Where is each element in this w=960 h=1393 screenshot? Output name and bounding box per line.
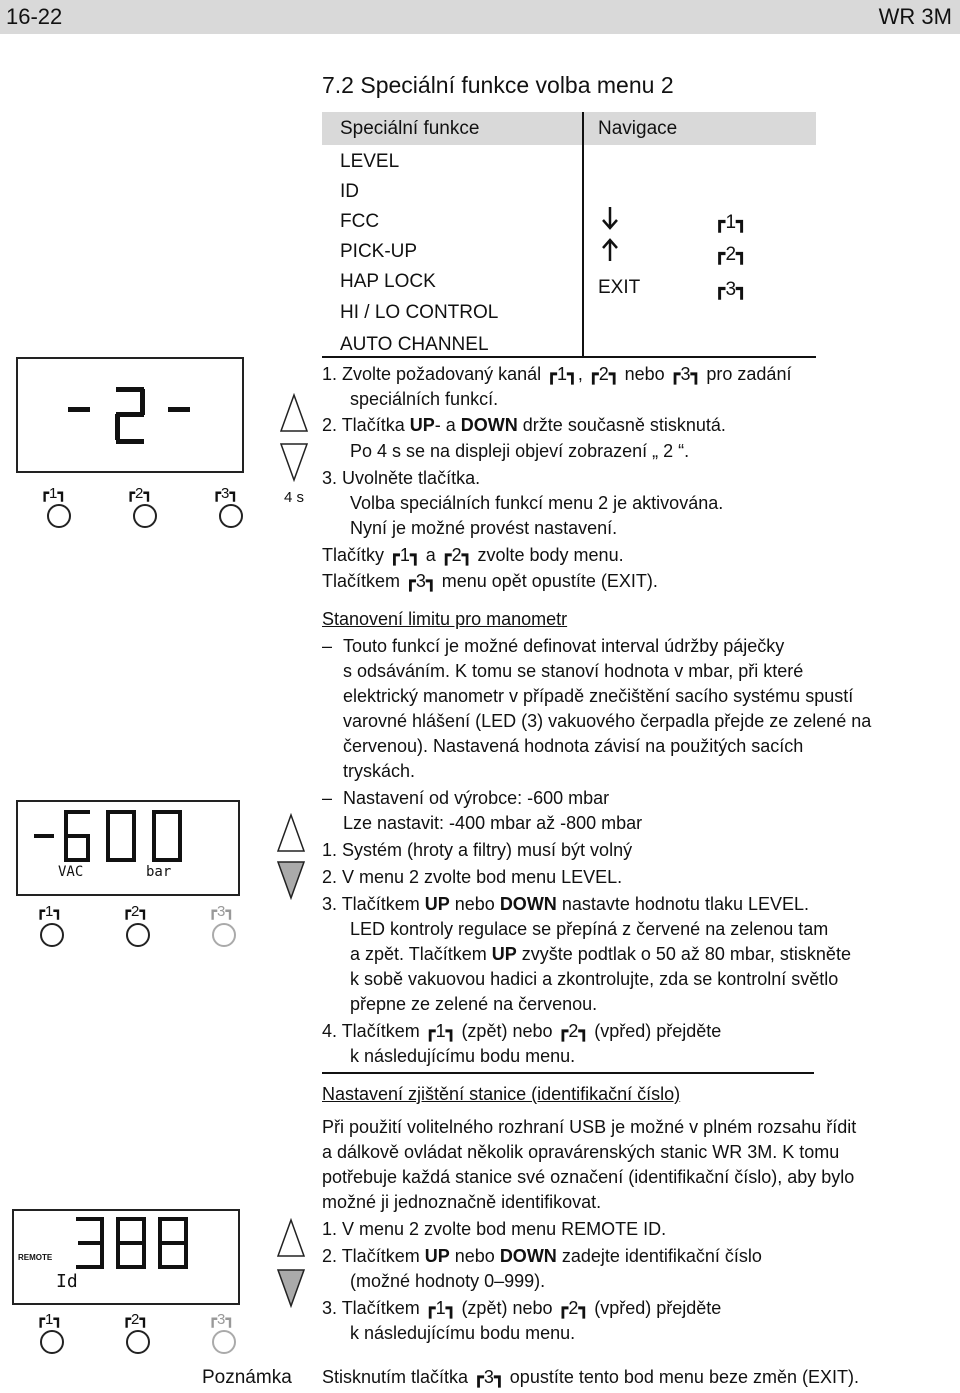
station-title: Nastavení zjištění stanice (identifikační číslo) xyxy=(322,1084,681,1104)
step-2: 2. Tlačítka UP- a DOWN držte současně stisknutá. xyxy=(322,415,726,435)
button-2[interactable] xyxy=(126,923,150,947)
display3-button-label-3: ┏ 3 ┓ xyxy=(208,1310,234,1328)
station-n3: 3. Tlačítkem ┏ 1 ┓ (zpět) nebo ┏ 2 ┓ (vpřed) přejděte xyxy=(322,1298,721,1319)
manometr-p1-line5: červenou). Nastavená hodnota závisí na použitých sacích xyxy=(343,736,804,756)
dash-2: – xyxy=(322,788,333,808)
button-2[interactable] xyxy=(126,1330,150,1354)
display1-button-label-3: ┏ 3 ┓ xyxy=(212,484,238,502)
table-divider xyxy=(582,112,584,358)
display1-button-label-1: ┏ 1 ┓ xyxy=(40,484,66,502)
display2-button-label-2: ┏ 2 ┓ xyxy=(122,902,148,920)
menu-item-hap-lock: HAP LOCK xyxy=(340,271,436,292)
step-3-cont-2: Nyní je možné provést nastavení. xyxy=(350,518,618,538)
manometr-factory: Nastavení od výrobce: -600 mbar xyxy=(343,788,610,808)
manometr-p1-line1: Touto funkcí je možné definovat interval údržby páječky xyxy=(343,636,785,656)
menu-item-fcc: FCC xyxy=(340,211,380,232)
up-button-icon[interactable] xyxy=(276,1218,306,1258)
unit-vac-label: VAC xyxy=(58,864,84,880)
page-header xyxy=(0,0,960,34)
station-p-line2: a dálkově ovládat několik opravárenských stanic WR 3M. K tomu xyxy=(322,1142,840,1162)
nav-exit: EXIT xyxy=(598,277,641,298)
station-p-line1: Při použití volitelného rozhraní USB je možné v plném rozsahu řídit xyxy=(322,1117,857,1137)
step-exit-menu: Tlačítkem ┏ 3 ┓ menu opět opustíte (EXIT). xyxy=(322,571,658,592)
id-label: Id xyxy=(56,1271,78,1292)
step-3: 3. Uvolněte tlačítka. xyxy=(322,468,481,488)
dash-1: – xyxy=(322,636,333,656)
arrow-up-icon xyxy=(600,237,620,263)
button-1[interactable] xyxy=(40,1330,64,1354)
hold-time-label: 4 s xyxy=(284,489,305,506)
unit-bar-label: bar xyxy=(146,864,172,880)
nav-button-1: ┏ 1 ┓ xyxy=(714,211,747,234)
manometr-n3-cont2: a zpět. Tlačítkem UP zvyšte podtlak o 50 až 80 mbar, stiskněte xyxy=(350,944,851,964)
display-menu2-segments xyxy=(18,359,242,471)
remote-label: REMOTE xyxy=(18,1253,53,1262)
station-n1: 1. V menu 2 zvolte bod menu REMOTE ID. xyxy=(322,1219,667,1239)
step-1-cont: speciálních funkcí. xyxy=(350,389,499,409)
manometr-p1-line6: tryskách. xyxy=(343,761,416,781)
manometr-p1-line3: elektrický manometr v případě znečištění sacího systému spustí xyxy=(343,686,854,706)
manometr-n2: 2. V menu 2 zvolte bod menu LEVEL. xyxy=(322,867,623,887)
manometr-n4-cont: k následujícímu bodu menu. xyxy=(350,1046,576,1066)
manometr-n4: 4. Tlačítkem ┏ 1 ┓ (zpět) nebo ┏ 2 ┓ (vpřed) přejděte xyxy=(322,1021,721,1042)
menu-item-level: LEVEL xyxy=(340,151,400,172)
arrow-down-icon xyxy=(600,205,620,231)
manometr-n3-cont4: přepne ze zelené na červenou. xyxy=(350,994,598,1014)
button-1[interactable] xyxy=(40,923,64,947)
display3-button-label-1: ┏ 1 ┓ xyxy=(36,1310,62,1328)
display1-button-label-2: ┏ 2 ┓ xyxy=(126,484,152,502)
up-button-icon[interactable] xyxy=(276,813,306,853)
step-2-cont: Po 4 s se na displeji objeví zobrazení „ 2 “. xyxy=(350,441,690,461)
manometr-n1: 1. Systém (hroty a filtry) musí být volný xyxy=(322,840,633,860)
station-p-line4: možné ji jednoznačně identifikovat. xyxy=(322,1192,602,1212)
button-3[interactable] xyxy=(212,923,236,947)
down-button-icon[interactable] xyxy=(279,442,309,482)
button-3[interactable] xyxy=(212,1330,236,1354)
note-text: Stisknutím tlačítka ┏ 3 ┓ opustíte tento bod menu beze změn (EXIT). xyxy=(322,1367,859,1388)
up-button-icon[interactable] xyxy=(279,393,309,433)
section-rule xyxy=(322,1072,814,1074)
step-3-cont-1: Volba speciálních funkcí menu 2 je aktivována. xyxy=(350,493,724,513)
manometr-n3-cont3: k sobě vakuovou hadici a zkontrolujte, zda se kontrolní světlo xyxy=(350,969,839,989)
display-level-segments xyxy=(18,802,238,894)
station-n2: 2. Tlačítkem UP nebo DOWN zadejte identifikační číslo xyxy=(322,1246,762,1266)
table-bottom-rule xyxy=(322,356,816,358)
col-navigation: Navigace xyxy=(598,118,678,139)
step-1: 1. Zvolte požadovaný kanál ┏ 1 ┓ , ┏ 2 ┓ nebo ┏ 3 ┓ pro zadání xyxy=(322,364,791,385)
button-2[interactable] xyxy=(133,504,157,528)
menu-item-hilo: HI / LO CONTROL xyxy=(340,302,499,323)
button-1[interactable] xyxy=(47,504,71,528)
menu-item-id: ID xyxy=(340,181,359,202)
manometr-p1-line4: varovné hlášení (LED (3) vakuového čerpadla přejde ze zelené na xyxy=(343,711,872,731)
table-header xyxy=(322,112,816,145)
manometr-n3: 3. Tlačítkem UP nebo DOWN nastavte hodnotu tlaku LEVEL. xyxy=(322,894,810,914)
display2-button-label-1: ┏ 1 ┓ xyxy=(36,902,62,920)
down-button-icon[interactable] xyxy=(276,860,306,900)
down-button-icon[interactable] xyxy=(276,1268,306,1308)
manometr-n3-cont1: LED kontroly regulace se přepíná z červené na zelenou tam xyxy=(350,919,829,939)
button-3[interactable] xyxy=(219,504,243,528)
nav-button-3: ┏ 3 ┓ xyxy=(714,278,747,301)
nav-button-2: ┏ 2 ┓ xyxy=(714,243,747,266)
page-number: 16-22 xyxy=(6,4,63,29)
menu-item-auto-channel: AUTO CHANNEL xyxy=(340,334,489,355)
menu-item-pickup: PICK-UP xyxy=(340,241,418,262)
note-label: Poznámka xyxy=(202,1367,292,1388)
manometr-p1-line2: s odsáváním. K tomu se stanoví hodnota v mbar, při které xyxy=(343,661,804,681)
station-n3-cont: k následujícímu bodu menu. xyxy=(350,1323,576,1343)
display2-button-label-3: ┏ 3 ┓ xyxy=(208,902,234,920)
display-remote-id xyxy=(12,1209,240,1305)
manometr-range: Lze nastavit: -400 mbar až -800 mbar xyxy=(343,813,643,833)
product-name: WR 3M xyxy=(878,4,952,29)
col-special-functions: Speciální funkce xyxy=(340,118,480,139)
display-level xyxy=(16,800,240,896)
station-p-line3: potřebuje každá stanice své označení (identifikační číslo), aby bylo xyxy=(322,1167,855,1187)
section-title: 7.2 Speciální funkce volba menu 2 xyxy=(322,72,674,98)
step-select-menu: Tlačítky ┏ 1 ┓ a ┏ 2 ┓ zvolte body menu. xyxy=(322,545,624,566)
station-n2-cont: (možné hodnoty 0–999). xyxy=(350,1271,546,1291)
display-menu2 xyxy=(16,357,244,473)
display3-button-label-2: ┏ 2 ┓ xyxy=(122,1310,148,1328)
manometr-title: Stanovení limitu pro manometr xyxy=(322,609,568,629)
